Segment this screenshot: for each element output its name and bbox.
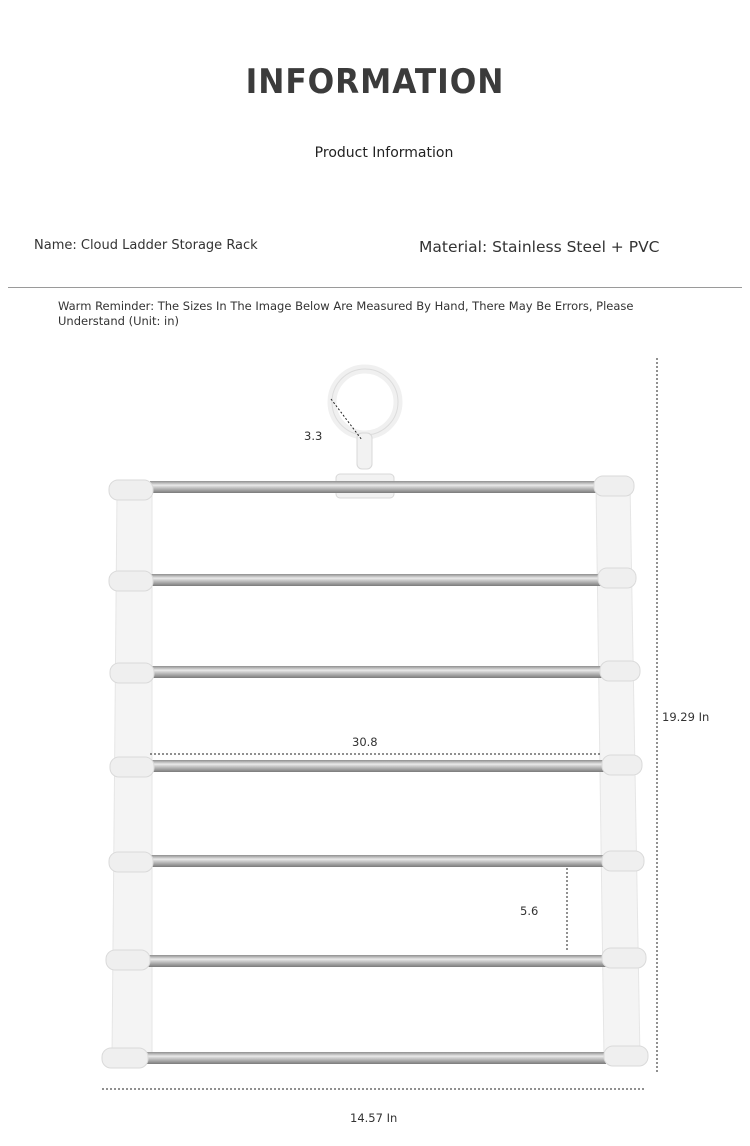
- product-name: Name: Cloud Ladder Storage Rack: [34, 238, 258, 253]
- bar-2: [109, 568, 636, 591]
- bar-length-label: 30.8: [352, 735, 378, 749]
- bar-5: [109, 851, 644, 872]
- bar-3: [110, 661, 640, 683]
- bar-6: [106, 948, 646, 970]
- measurement-reminder: Warm Reminder: The Sizes In The Image Below Are Measured By Hand, There May Be Errors, Please Understand (Unit: in): [58, 299, 634, 328]
- height-dimension-label: 19.29 In: [662, 710, 710, 724]
- bar-spacing-label: 5.6: [520, 904, 539, 918]
- bar-4: [110, 755, 642, 777]
- product-material: Material: Stainless Steel + PVC: [419, 238, 660, 256]
- hook-dimension-label: 3.3: [304, 429, 323, 443]
- width-dimension-label: 14.57 In: [350, 1111, 398, 1125]
- page-title: INFORMATION: [245, 62, 505, 102]
- bar-7: [102, 1046, 648, 1068]
- section-subtitle: Product Information: [314, 145, 454, 161]
- hook-icon: [332, 369, 398, 498]
- dimension-lines: [102, 358, 657, 1089]
